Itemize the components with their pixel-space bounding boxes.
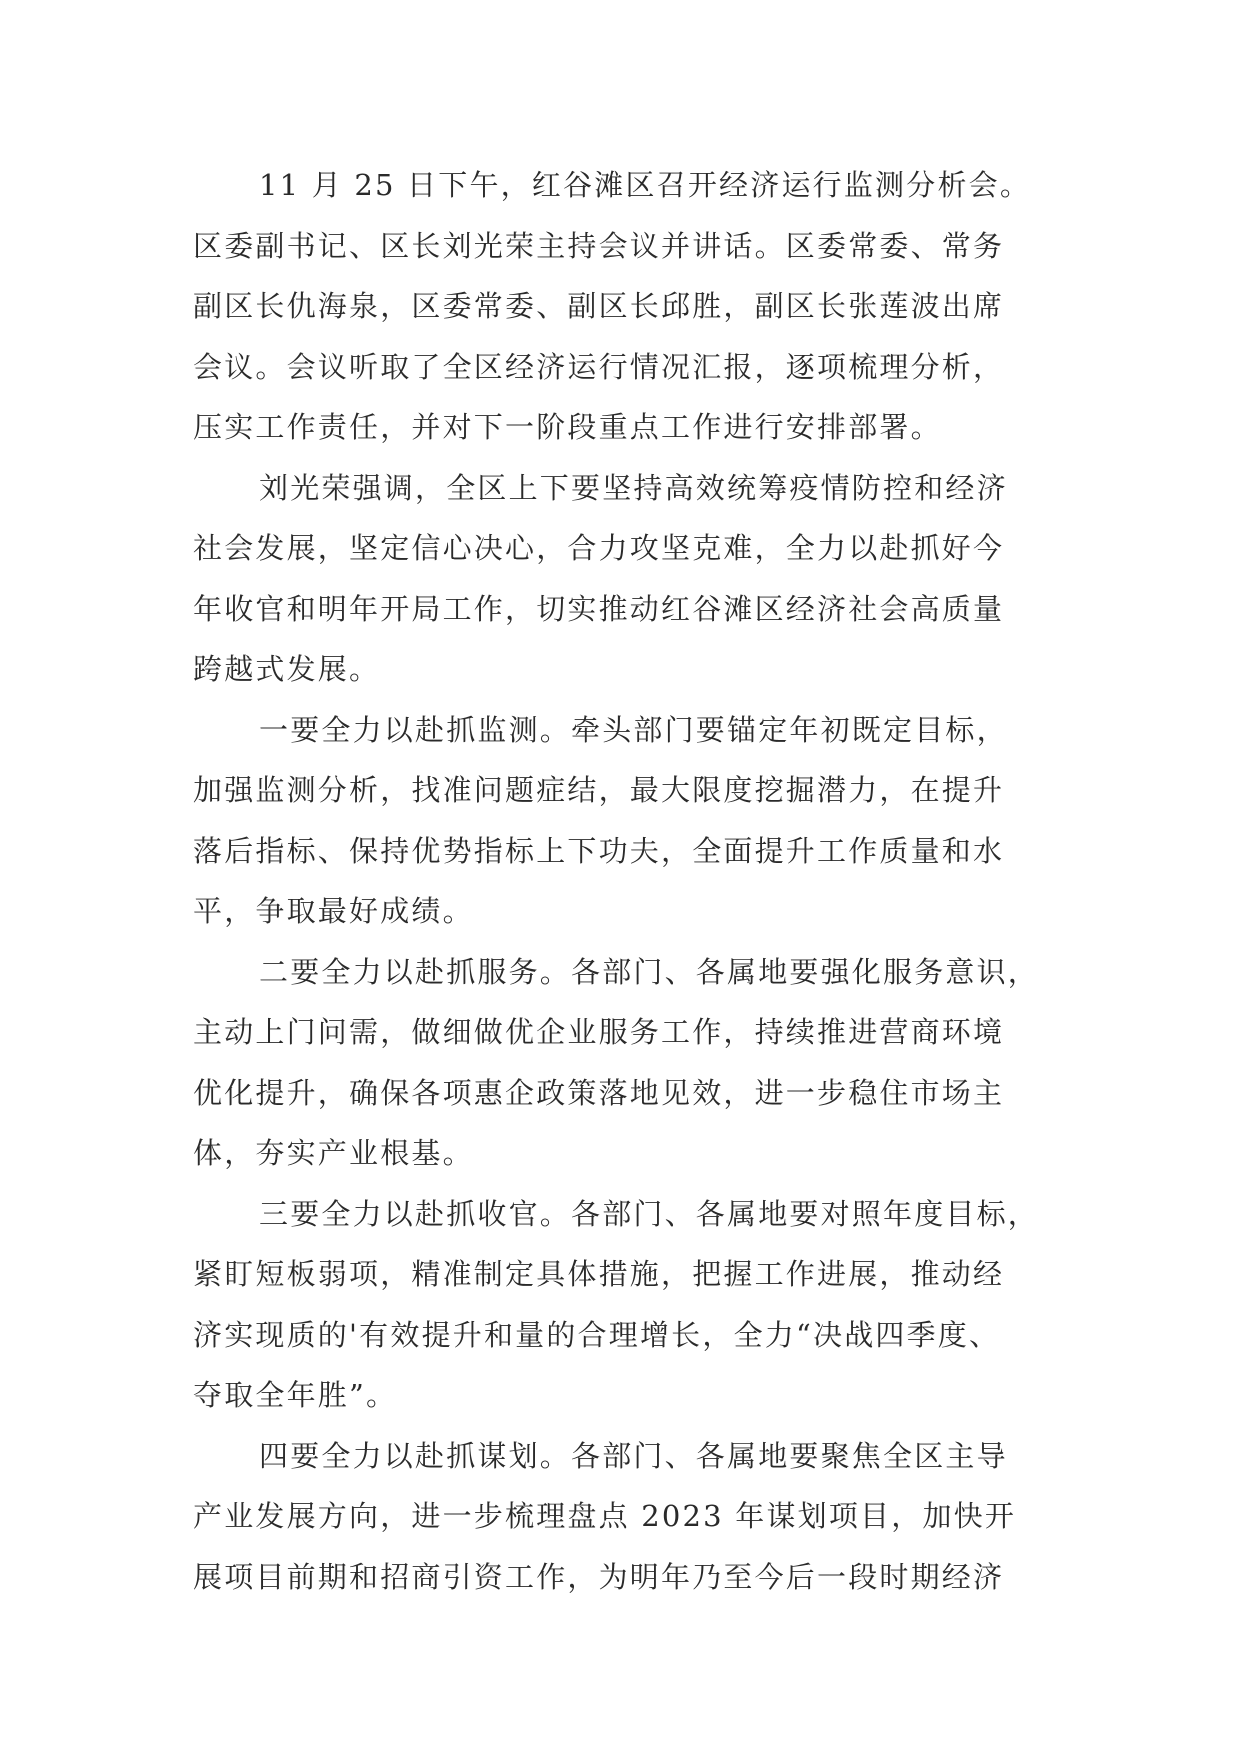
text-line: 区委副书记、区长刘光荣主持会议并讲话。区委常委、常务 — [193, 228, 1005, 263]
text-line: 社会发展，坚定信心决心，合力攻坚克难，全力以赴抓好今 — [193, 531, 1005, 565]
text-line: 展项目前期和招商引资工作，为明年乃至今后一段时期经济 — [193, 1559, 1005, 1594]
text-line: 主动上门问需，做细做优企业服务工作，持续推进营商环境 — [193, 1015, 1005, 1049]
text-line: 刘光荣强调，全区上下要坚持高效统筹疫情防控和经济 — [259, 470, 1008, 505]
text-line: 一要全力以赴抓监测。牵头部门要锚定年初既定目标， — [259, 712, 1008, 747]
text-line: 紧盯短板弱项，精准制定具体措施，把握工作进展，推动经 — [193, 1257, 1005, 1291]
text-line: 落后指标、保持优势指标上下功夫，全面提升工作质量和水 — [193, 833, 1005, 868]
text-line: 三要全力以赴抓收官。各部门、各属地要对照年度目标， — [259, 1196, 1040, 1231]
paragraph-meeting-intro — [193, 155, 1063, 458]
text-line: 跨越式发展。 — [193, 652, 381, 686]
text-line: 四要全力以赴抓谋划。各部门、各属地要聚焦全区主导 — [259, 1438, 1008, 1473]
text-line: 年收官和明年开局工作，切实推动红谷滩区经济社会高质量 — [193, 591, 1005, 626]
paragraph-emphasis — [193, 458, 1063, 700]
text-line: 副区长仇海泉，区委常委、副区长邱胜，副区长张莲波出席 — [193, 289, 1005, 323]
document-body — [193, 155, 1063, 1607]
text-line: 平，争取最好成绩。 — [193, 894, 474, 928]
text-line: 济实现质的'有效提升和量的合理增长，全力“决战四季度、 — [193, 1317, 1001, 1352]
text-line: 加强监测分析，找准问题症结，最大限度挖掘潜力，在提升 — [193, 773, 1005, 807]
text-line: 体，夯实产业根基。 — [193, 1136, 474, 1170]
paragraph-point-monitoring — [193, 700, 1063, 942]
text-line: 会议。会议听取了全区经济运行情况汇报，逐项梳理分析， — [193, 349, 1005, 384]
text-line: 优化提升，确保各项惠企政策落地见效，进一步稳住市场主 — [193, 1075, 1005, 1110]
text-line: 产业发展方向，进一步梳理盘点 2023 年谋划项目，加快开 — [193, 1499, 1017, 1533]
paragraph-point-service — [193, 942, 1063, 1184]
text-line: 11 月 25 日下午，红谷滩区召开经济运行监测分析会。 — [259, 168, 1032, 202]
text-line: 二要全力以赴抓服务。各部门、各属地要强化服务意识， — [259, 954, 1040, 989]
text-line: 压实工作责任，并对下一阶段重点工作进行安排部署。 — [193, 410, 942, 444]
text-line: 夺取全年胜”。 — [193, 1378, 398, 1412]
paragraph-point-closing — [193, 1184, 1063, 1426]
paragraph-point-planning — [193, 1426, 1063, 1608]
